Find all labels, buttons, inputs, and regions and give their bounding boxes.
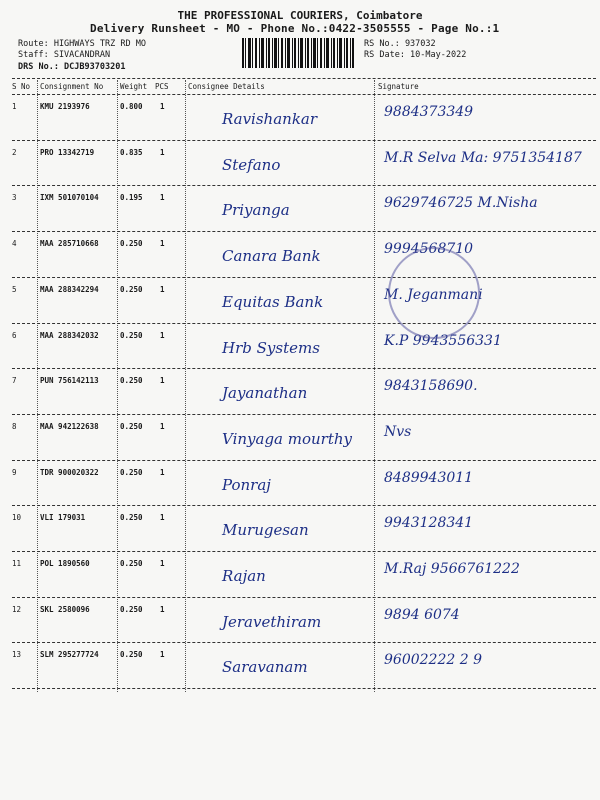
row-consignment-no: SLM 295277724 [40,650,99,660]
row-consignee-name: Murugesan [222,521,309,540]
col-sno: S No [12,82,31,91]
row-signature: M.R Selva Ma: 9751354187 [384,149,582,166]
row-pcs: 1 [160,147,165,157]
row-pcs: 1 [160,513,165,523]
drs-number: DRS No.: DCJB93703201 [18,62,126,72]
row-pcs: 1 [160,376,165,386]
row-consignment-no: MAA 285710668 [40,239,99,249]
row-pcs: 1 [160,239,165,249]
row-sno: 2 [12,147,17,157]
row-pcs: 1 [160,102,165,111]
row-consignment-no: PRO 13342719 [40,147,95,157]
row-consignment-no: POL 1890560 [40,559,90,568]
row-consignee-name: Priyanga [222,201,290,220]
row-signature: 9994568710 [384,241,474,258]
row-sno: 1 [12,102,17,111]
row-sno: 5 [12,284,17,294]
row-divider [12,277,596,278]
row-signature: 9843158690. [384,378,478,395]
row-weight: 0.250 [120,421,143,431]
row-consignee-name: Canara Bank [222,247,321,266]
row-divider [12,551,596,552]
row-consignment-no: MAA 942122638 [40,421,99,431]
row-divider [12,642,596,643]
row-signature: 8489943011 [384,469,474,486]
row-weight: 0.250 [120,650,143,660]
row-consignment-no: SKL 2580096 [40,604,90,614]
row-divider [12,414,596,415]
row-weight: 0.835 [120,147,143,157]
col-signature: Signature [378,82,419,91]
barcode-image [242,38,354,68]
row-consignee-name: Jeravethiram [222,612,322,631]
row-signature: 9943128341 [384,515,474,532]
rs-number: RS No.: 937032 [364,39,436,49]
row-consignee-name: Rajan [222,567,266,585]
staff-info: Staff: SIVACANDRAN [18,50,111,60]
row-sno: 9 [12,467,17,477]
row-weight: 0.250 [120,330,143,340]
row-sno: 11 [12,559,22,568]
row-pcs: 1 [160,650,165,660]
row-sno: 4 [12,239,17,249]
row-signature: Nvs [384,423,412,440]
row-consignment-no: KMU 2193976 [40,102,90,111]
col-weight: Weight [120,82,148,91]
row-pcs: 1 [160,604,165,614]
row-weight: 0.250 [120,239,143,249]
row-consignee-name: Hrb Systems [222,338,320,357]
row-consignment-no: VLI 179031 [40,513,86,523]
row-signature: 9894 6074 [384,606,460,623]
row-consignee-name: Ravishankar [222,110,318,128]
row-weight: 0.250 [120,284,143,294]
row-sno: 8 [12,421,17,431]
col-divider [37,80,38,692]
row-weight: 0.250 [120,513,143,523]
row-consignee-name: Stefano [222,155,281,174]
row-pcs: 1 [160,421,165,431]
row-sno: 3 [12,193,17,203]
row-consignment-no: MAA 288342294 [40,284,99,294]
row-sno: 13 [12,650,22,660]
row-weight: 0.250 [120,604,143,614]
header-top-rule [12,78,596,79]
runsheet-subtitle: Delivery Runsheet - MO - Phone No.:0422-3505555 - Page No.:1 [90,22,500,35]
row-consignment-no: PUN 756142113 [40,376,99,386]
header-bottom-rule [12,94,596,95]
row-divider [12,323,596,324]
row-divider [12,368,596,369]
row-consignee-name: Jayanathan [222,384,308,403]
row-divider [12,140,596,141]
row-weight: 0.195 [120,193,143,203]
row-divider [12,185,596,186]
col-consignment: Consignment No [40,82,104,91]
row-consignee-name: Vinyaga mourthy [222,429,353,448]
row-consignment-no: TDR 900020322 [40,467,99,477]
row-divider [12,231,596,232]
row-signature: M.Raj 9566761222 [384,561,520,577]
rs-date: RS Date: 10-May-2022 [364,50,467,60]
row-sno: 12 [12,604,22,614]
row-signature: M. Jeganmani [384,286,483,303]
row-pcs: 1 [160,330,165,340]
col-divider [185,80,186,692]
row-signature: 9629746725 M.Nisha [384,195,538,212]
row-consignee-name: Ponraj [222,475,271,494]
route-info: Route: HIGHWAYS TRZ RD MO [18,39,146,49]
row-weight: 0.250 [120,467,143,477]
row-weight: 0.250 [120,559,143,568]
col-divider [117,80,118,692]
row-divider [12,597,596,598]
row-signature: 96002222 2 9 [384,652,482,669]
row-divider [12,505,596,506]
row-pcs: 1 [160,193,165,203]
row-pcs: 1 [160,467,165,477]
row-signature: 9884373349 [384,104,474,120]
row-pcs: 1 [160,559,165,568]
row-weight: 0.800 [120,102,143,111]
row-sno: 7 [12,376,17,386]
row-consignment-no: MAA 288342032 [40,330,99,340]
row-consignee-name: Saravanam [222,658,308,677]
row-signature: K.P 9943556331 [384,332,502,349]
col-pcs: PCS [155,82,169,91]
row-consignment-no: IXM 501070104 [40,193,99,203]
row-sno: 6 [12,330,17,340]
col-divider [374,80,375,692]
row-sno: 10 [12,513,22,523]
row-consignee-name: Equitas Bank [222,292,324,311]
row-divider [12,460,596,461]
col-consignee: Consignee Details [188,82,265,91]
row-weight: 0.250 [120,376,143,386]
row-divider [12,688,596,689]
company-title: THE PROFESSIONAL COURIERS, Coimbatore [177,9,423,22]
row-pcs: 1 [160,284,165,294]
